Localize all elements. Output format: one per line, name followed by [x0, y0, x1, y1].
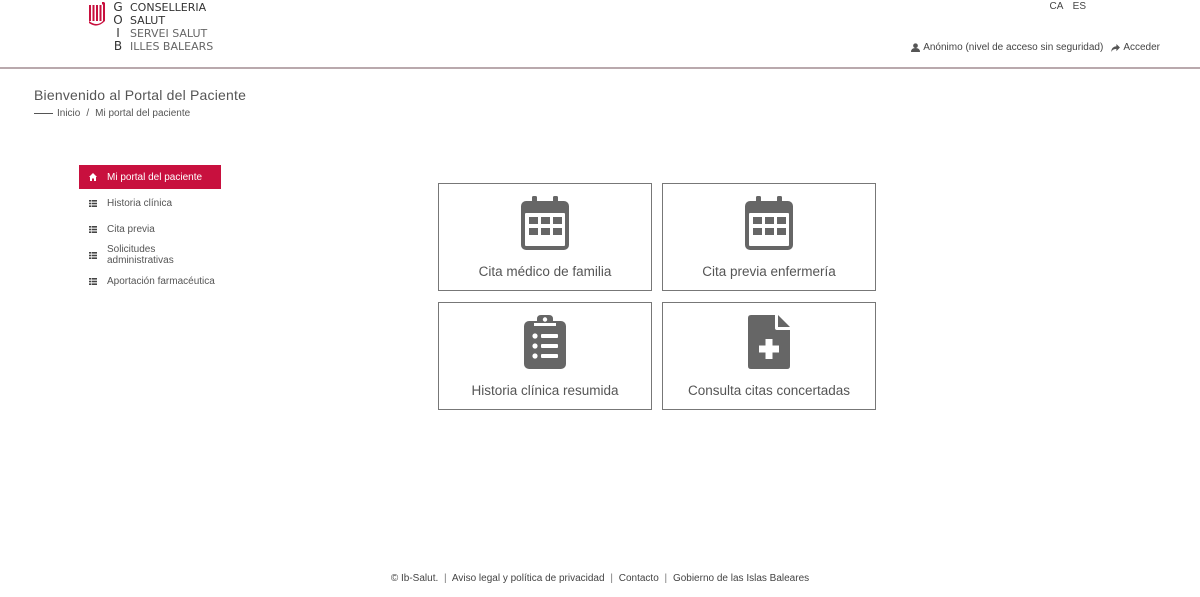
sidebar-nav — [79, 165, 221, 294]
sidebar-item-solicitudes[interactable] — [79, 242, 221, 268]
breadcrumb-current: Mi portal del paciente — [95, 108, 191, 119]
file-medical-icon — [748, 315, 790, 369]
login-link[interactable] — [1111, 42, 1160, 53]
sidebar-item-aportacion[interactable] — [79, 268, 221, 294]
footer-link-contacto[interactable]: Contacto — [618, 573, 659, 584]
footer-separator: | — [444, 573, 447, 584]
page-title: Bienvenido al Portal del Paciente — [34, 87, 247, 103]
footer — [0, 573, 1200, 584]
calendar-icon — [745, 196, 793, 250]
breadcrumb-rule — [34, 113, 53, 114]
user-bar — [911, 42, 1160, 53]
logo-text — [130, 1, 213, 53]
user-status-label: Anónimo (nivel de acceso sin seguridad) — [923, 42, 1104, 53]
list-icon — [89, 199, 97, 207]
sidebar-item-label: Mi portal del paciente — [107, 171, 203, 183]
logo-letter: O — [113, 13, 123, 27]
logo-letter: B — [113, 39, 123, 53]
goib-logo[interactable] — [89, 1, 249, 55]
sidebar-item-mi-portal[interactable] — [79, 165, 221, 189]
tile-consulta-citas-concertadas[interactable] — [662, 302, 876, 410]
login-label: Acceder — [1123, 42, 1160, 53]
tile-cita-medico-familia[interactable] — [438, 183, 652, 291]
logo-letter: I — [116, 26, 120, 40]
footer-link-aviso-legal[interactable]: Aviso legal y política de privacidad — [451, 573, 605, 584]
footer-separator: | — [664, 573, 668, 584]
logo-letter: G — [113, 0, 123, 14]
tile-label: Cita médico de familia — [478, 264, 612, 279]
lang-ca-link[interactable]: CA — [1049, 1, 1063, 12]
clipboard-list-icon — [524, 315, 566, 369]
language-switcher — [1043, 1, 1086, 12]
home-icon — [89, 173, 97, 181]
logo-line-salut: SALUT — [130, 14, 166, 27]
sidebar-item-label: Aportación farmacéutica — [107, 275, 215, 287]
tile-historia-clinica-resumida[interactable] — [438, 302, 652, 410]
sidebar-item-label: Solicitudes administrativas — [107, 244, 174, 266]
calendar-icon — [521, 196, 569, 250]
list-icon — [89, 251, 97, 259]
user-icon — [911, 43, 920, 52]
footer-separator: | — [610, 573, 613, 584]
breadcrumb — [34, 108, 190, 119]
breadcrumb-home-link[interactable]: Inicio — [57, 108, 81, 119]
sidebar-item-cita-previa[interactable] — [79, 216, 221, 242]
footer-link-gobierno[interactable]: Gobierno de las Islas Baleares — [672, 573, 810, 584]
sidebar-item-label: Cita previa — [107, 223, 155, 235]
sidebar-item-label: Historia clínica — [107, 197, 173, 209]
tile-label: Consulta citas concertadas — [687, 383, 851, 398]
breadcrumb-separator: / — [86, 108, 90, 119]
logo-line-servei: SERVEI SALUT — [130, 27, 208, 40]
logo-line-conselleria: CONSELLERIA — [130, 1, 207, 14]
list-icon — [89, 277, 97, 285]
share-arrow-icon — [1111, 44, 1120, 52]
tile-label: Cita previa enfermería — [702, 264, 836, 279]
sidebar-item-historia-clinica[interactable] — [79, 190, 221, 216]
logo-line-illes: ILLES BALEARS — [130, 40, 214, 53]
goib-crest-icon — [89, 2, 105, 26]
tile-label: Historia clínica resumida — [471, 383, 619, 398]
header — [0, 0, 1200, 69]
list-icon — [89, 225, 97, 233]
tile-cita-previa-enfermeria[interactable] — [662, 183, 876, 291]
lang-es-link[interactable]: ES — [1072, 1, 1086, 12]
footer-copyright: © Ib-Salut. — [390, 573, 439, 584]
goib-letters — [113, 1, 123, 53]
